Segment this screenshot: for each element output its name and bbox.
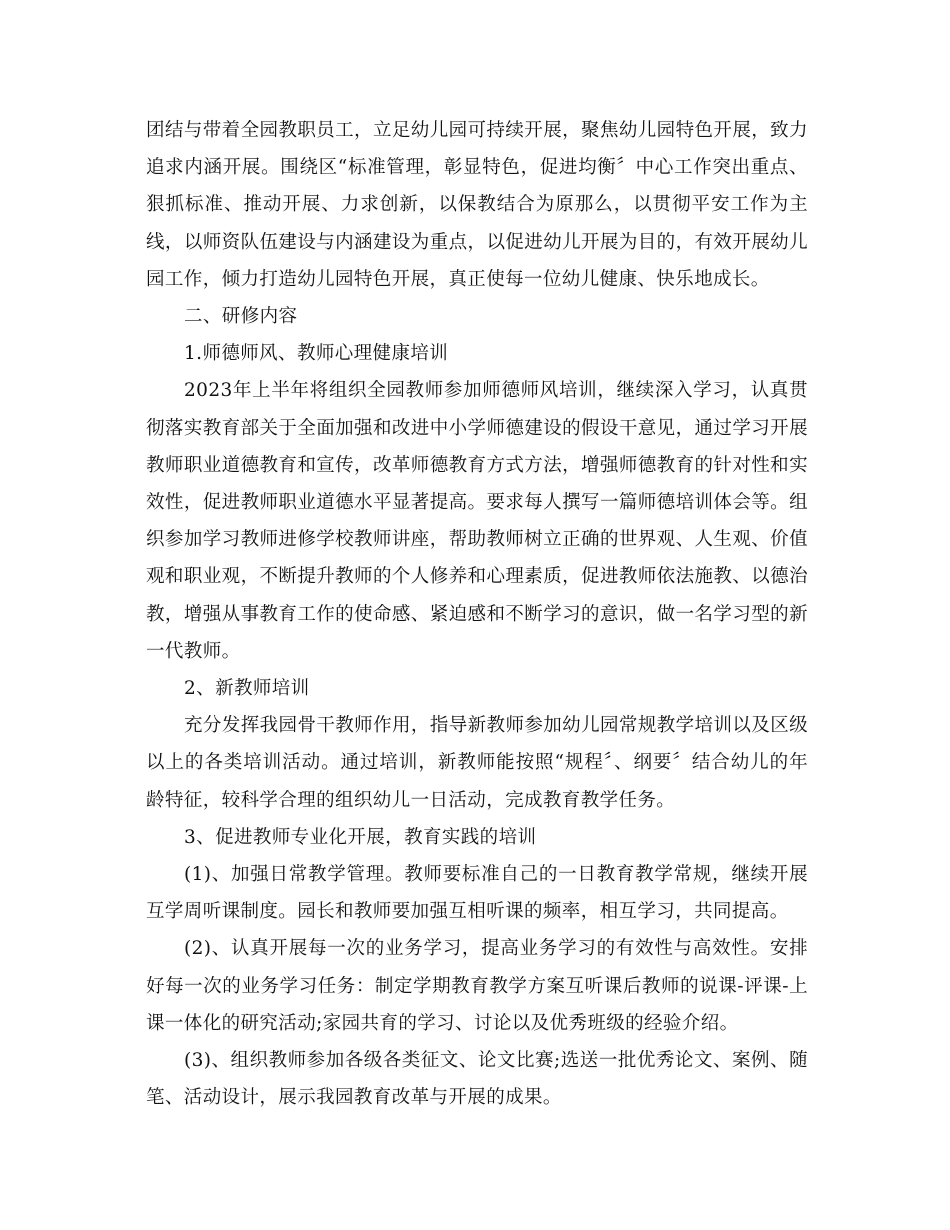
subheading-new-teacher-training: 2、新教师培训 — [184, 678, 310, 700]
subheading-professional-development: 3、促进教师专业化开展，教育实践的培训 — [184, 826, 537, 848]
paragraph-new-teacher-training: 充分发挥我园骨干教师作用，指导新教师参加幼儿园常规教学培训以及区级以上的各类培训活动。通过培训，新教师能按照“规程〞、纲要〞结合幼儿的年龄特征，较科学合理的组织幼儿一日活动，完成教育教学任务。 — [146, 715, 808, 811]
paragraph-item-2-business-study: (2)、认真开展每一次的业务学习，提高业务学习的有效性与高效性。安排好每一次的业务学习任务：制定学期教育教学方案互听课后教师的说课-评课-上课一体化的研究活动;家园共育的学习、讨论以及优秀班级的经验介绍。 — [146, 938, 808, 1034]
paragraph-ethics-training: 2023年上半年将组织全园教师参加师德师风培训，继续深入学习，认真贯彻落实教育部关于全面加强和改进中小学师德建设的假设干意见，通过学习开展教师职业道德教育和宣传，改革师德教育方式方法，增强师德教育的针对性和实效性，促进教师职业道德水平显著提高。要求每人撰写一篇师德培训体会等。组织参加学习教师进修学校教师讲座，帮助教师树立正确的世界观、人生观、价值观和职业观，不断提升教师的个人修养和心理素质，促进教师依法施教、以德治教，增强从事教育工作的使命感、紧迫感和不断学习的意识，做一名学习型的新一代教师。 — [146, 380, 808, 662]
paragraph-item-1-teaching-management: (1)、加强日常教学管理。教师要标准自己的一日教育教学常规，继续开展互学周听课制度。园长和教师要加强互相听课的频率，相互学习，共同提高。 — [146, 864, 808, 923]
section-heading-research-content: 二、研修内容 — [184, 306, 298, 328]
subheading-ethics-training: 1.师德师风、教师心理健康培训 — [184, 343, 449, 365]
paragraph-intro-continued: 团结与带着全园教职员工，立足幼儿园可持续开展，聚焦幼儿园特色开展，致力追求内涵开展。围绕区“标准管理，彰显特色，促进均衡〞中心工作突出重点、狠抓标准、推动开展、力求创新，以保教结合为原那么，以贯彻平安工作为主线，以师资队伍建设与内涵建设为重点，以促进幼儿开展为目的，有效开展幼儿园工作，倾力打造幼儿园特色开展，真正使每一位幼儿健康、快乐地成长。 — [146, 120, 808, 290]
paragraph-item-3-essay-competition: (3)、组织教师参加各级各类征文、论文比赛;选送一批优秀论文、案例、随笔、活动设计，展示我园教育改革与开展的成果。 — [146, 1050, 808, 1109]
document-body — [146, 112, 808, 1116]
